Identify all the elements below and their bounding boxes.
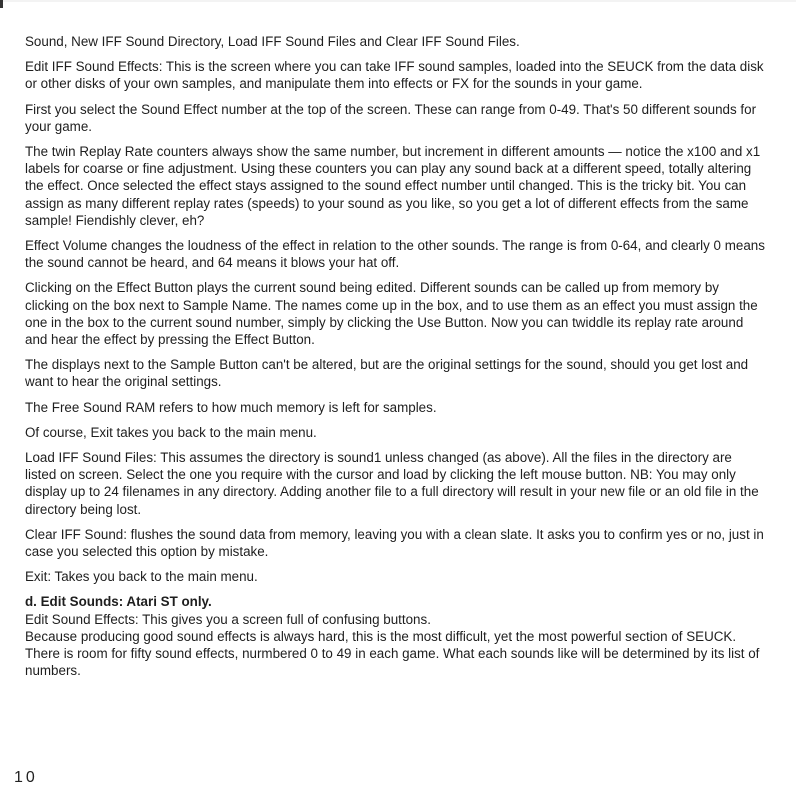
top-edge-rule xyxy=(0,0,796,2)
paragraph-load-iff-sound-files: Load IFF Sound Files: This assumes the directory is sound1 unless changed (as above). All the files in the directory are listed on screen. Select the one you require with the cursor and load by clicking the left mouse button. NB: You may only display up to 24 filenames in any directory. Adding another file to a full directory will result in your new file or an old file in the directory being lost. xyxy=(25,450,759,517)
paragraph-free-sound-ram: The Free Sound RAM refers to how much memory is left for samples. xyxy=(25,399,437,415)
paragraph-edit-iff-sound-effects: Edit IFF Sound Effects: This is the screen where you can take IFF sound samples, loaded into the SEUCK from the data disk or other disks of your own samples, and manipulate them into effects or FX for the sounds in your game. xyxy=(25,59,764,92)
section-heading: d. Edit Sounds: Atari ST only. xyxy=(25,594,212,610)
paragraph-sound-options: Sound, New IFF Sound Directory, Load IFF Sound Files and Clear IFF Sound Files. xyxy=(25,34,520,49)
section-line-edit-sound-effects: Edit Sound Effects: This gives you a screen full of confusing buttons. xyxy=(25,611,431,627)
paragraph-effect-volume: Effect Volume changes the loudness of the effect in relation to the other sounds. The range is from 0-64, and clearly 0 means the sound cannot be heard, and 64 means it blows your hat off. xyxy=(25,238,765,271)
paragraph-clear-iff-sound: Clear IFF Sound: flushes the sound data from memory, leaving you with a clean slate. It asks you to confirm yes or no, just in case you selected this option by mistake. xyxy=(25,526,764,560)
section-line-difficulty: Because producing good sound effects is always hard, this is the most difficult, yet the most powerful section of SEUCK. There is room for fifty sound effects, nurmbered 0 to 49 in each game. What each sounds like will be determined by its list of numbers. xyxy=(25,628,760,679)
paragraph-effect-button: Clicking on the Effect Button plays the current sound being edited. Different sounds can be called up from memory by clicking on the box next to Sample Name. The names come up in the box, and to use them as an effect you must assign the one in the box to the current sound number, simply by clicking the Use Button. Now you can twiddle its replay rate around and hear the effect by pressing the Effect Button. xyxy=(25,280,758,348)
page-body xyxy=(25,33,765,680)
paragraph-sound-effect-number: First you select the Sound Effect number at the top of the screen. These can range from 0-49. That's 50 different sounds for your game. xyxy=(25,101,757,134)
page-number: 10 xyxy=(14,769,38,786)
paragraph-replay-rate: The twin Replay Rate counters always show the same number, but increment in different amounts — notice the x100 and x1 labels for coarse or fine adjustment. Using these counters you can play any sound back at a different speed, totally altering the effect. Once selected the effect stays assigned to the sound effect number until changed. This is the tricky bit. You can assign as many different replay rates (speeds) to your sound as you like, so you get a lot of different effects from the same sample! Fiendishly clever, eh? xyxy=(25,144,761,228)
paragraph-exit-main-menu: Of course, Exit takes you back to the main menu. xyxy=(25,424,317,440)
corner-crop-mark xyxy=(0,0,3,8)
paragraph-sample-button: The displays next to the Sample Button can't be altered, but are the original settings for the sound, should you get lost and want to hear the original settings. xyxy=(25,357,749,390)
paragraph-exit: Exit: Takes you back to the main menu. xyxy=(25,569,258,585)
